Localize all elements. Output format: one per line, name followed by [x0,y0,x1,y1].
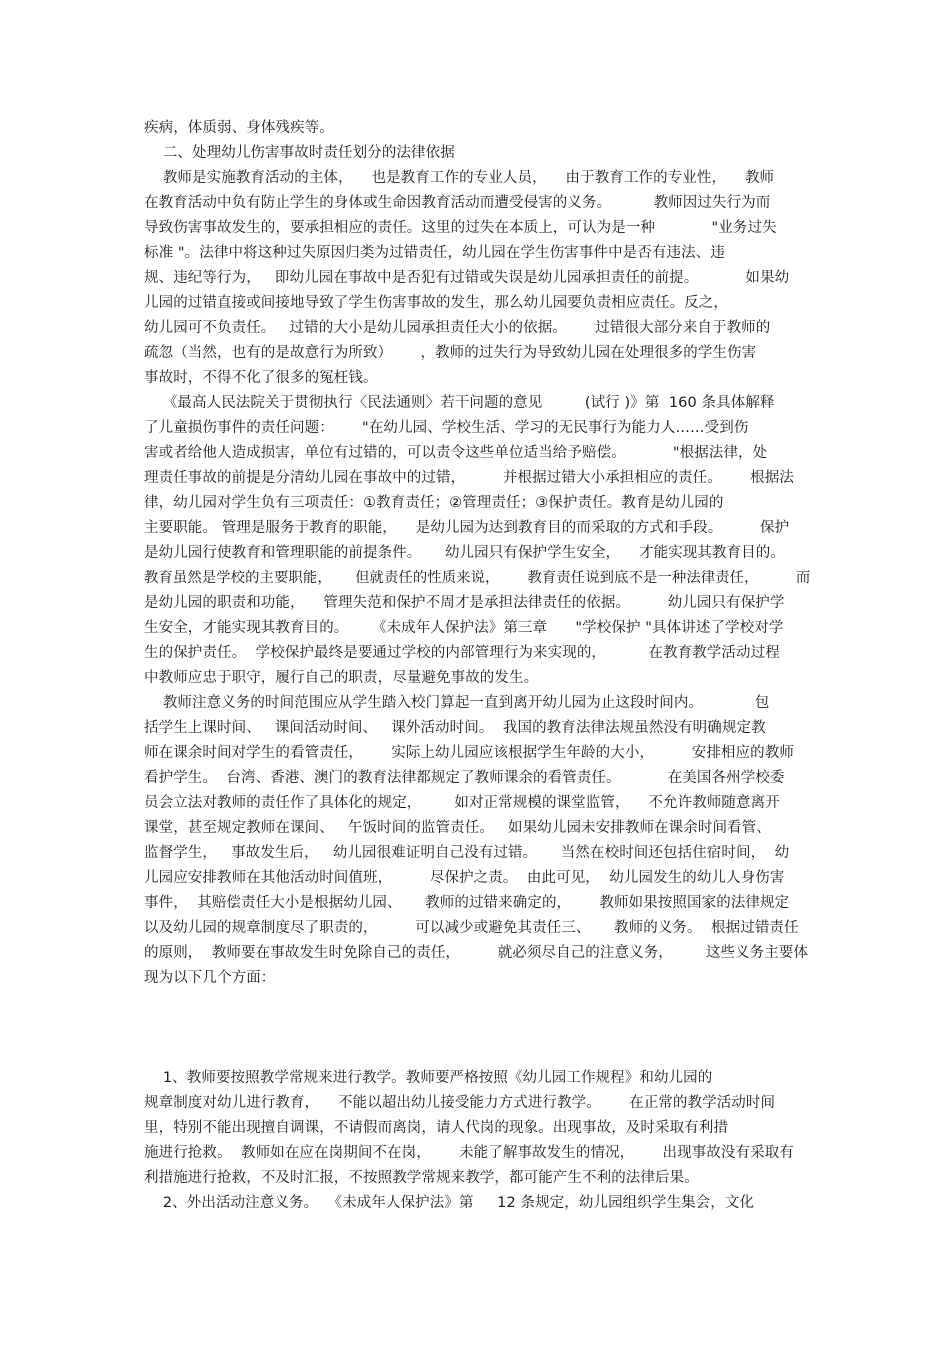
text-line: 生安全，才能实现其教育目的。 《未成年人保护法》第三章 "学校保护 "具体讲述了学校对学 [144,620,784,636]
text-line: 现为以下几个方面： [144,970,276,986]
text-line: 施进行抢救。 教师如在应在岗期间不在岗， 未能了解事故发生的情况， 出现事故没有采取有 [144,1145,794,1161]
text-line: 律，幼儿园对学生负有三项责任：①教育责任；②管理责任；③保护责任。教育是幼儿园的 [144,495,724,511]
text-line: 教师是实施教育活动的主体， 也是教育工作的专业人员， 由于教育工作的专业性， 教师 [144,170,775,186]
text-line: 看护学生。 台湾、香港、澳门的教育法律都规定了教师课余的看管责任。 在美国各州学校委 [144,770,785,786]
text-line: 利措施进行抢救，不及时汇报，不按照教学常规来教学，都可能产生不利的法律后果。 [144,1170,699,1186]
text-line: 生的保护责任。 学校保护最终是要通过学校的内部管理行为来实现的， 在教育教学活动过程 [144,645,780,661]
text-line: 里，特别不能出现擅自调课，不请假而离岗，请人代岗的现象。出现事故，及时采取有利措 [144,1120,728,1136]
text-line: 员会立法对教师的责任作了具体化的规定， 如对正常规模的课堂监管， 不允许教师随意离开 [144,795,780,811]
text-line: 监督学生， 事故发生后， 幼儿园很难证明自己没有过错。 当然在校时间还包括住宿时间， 幼 [144,845,790,861]
text-line: 教育虽然是学校的主要职能， 但就责任的性质来说， 教育责任说到底不是一种法律责任， 而 [144,570,811,586]
text-line: 事件， 其赔偿责任大小是根据幼儿园、 教师的过错来确定的， 教师如果按照国家的法律规定 [144,895,790,911]
text-line: 中教师应忠于职守，履行自己的职责，尽量避免事故的发生。 [144,670,539,686]
text-line: 2、外出活动注意义务。 《未成年人保护法》第 12 条规定，幼儿园组织学生集会，文化 [144,1195,755,1211]
text-line: 导致伤害事故发生的，要承担相应的责任。这里的过失在本质上，可认为是一种 "业务过失 [144,220,777,236]
text-line: 规、违纪等行为， 即幼儿园在事故中是否犯有过错或失误是幼儿园承担责任的前提。 如果幼 [144,270,790,286]
text-line: 疾病，体质弱、身体残疾等。 [144,120,334,136]
text-line: 事故时，不得不化了很多的冤枉钱。 [144,370,378,386]
text-line: 括学生上课时间、 课间活动时间、 课外活动时间。 我国的教育法律法规虽然没有明确规定教 [144,720,766,736]
text-line: 的原则， 教师要在事故发生时免除自己的责任， 就必须尽自己的注意义务， 这些义务主要体 [144,945,809,961]
text-line: 理责任事故的前提是分清幼儿园在事故中的过错， 并根据过错大小承担相应的责任。 根据法 [144,470,794,486]
section-heading: 二、处理幼儿伤害事故时责任划分的法律依据 [144,145,455,161]
text-line: 儿园应安排教师在其他活动时间值班， 尽保护之责。 由此可见， 幼儿园发生的幼儿人身伤害 [144,870,785,886]
text-line: 儿园的过错直接或间接地导致了学生伤害事故的发生，那么幼儿园要负责相应责任。反之， [144,295,728,311]
text-line: 了儿童损伤事件的责任问题： "在幼儿园、学校生活、学习的无民事行为能力人……受到伤 [144,420,749,436]
text-line: 以及幼儿园的规章制度尽了职责的， 可以减少或避免其责任三、 教师的义务。 根据过错责任 [144,920,799,936]
text-line: 在教育活动中负有防止学生的身体或生命因教育活动而遭受侵害的义务。 教师因过失行为而 [144,195,771,211]
text-line: 师在课余时间对学生的看管责任， 实际上幼儿园应该根据学生年龄的大小， 安排相应的教师 [144,745,794,761]
text-line: 是幼儿园的职责和功能， 管理失范和保护不周才是承担法律责任的依据。 幼儿园只有保护学 [144,595,785,611]
text-line: 主要职能。 管理是服务于教育的职能， 是幼儿园为达到教育目的而采取的方式和手段。 保护 [144,520,790,536]
text-line: 是幼儿园行使教育和管理职能的前提条件。 幼儿园只有保护学生安全， 才能实现其教育目的。 [144,545,785,561]
text-line: 规章制度对幼儿进行教育， 不能以超出幼儿接受能力方式进行教学。 在正常的教学活动时间 [144,1095,776,1111]
text-line: 教师注意义务的时间范围应从学生踏入校门算起一直到离开幼儿园为止这段时间内。 包 [144,695,770,711]
text-line: 幼儿园可不负责任。 过错的大小是幼儿园承担责任大小的依据。 过错很大部分来自于教师的 [144,320,771,336]
text-line: 课堂，甚至规定教师在课间、 午饭时间的监管责任。 如果幼儿园未安排教师在课余时间看管、 [144,820,771,836]
text-line: 疏忽（当然，也有的是故意行为所致） ，教师的过失行为导致幼儿园在处理很多的学生伤害 [144,345,757,361]
text-line: 害或者给他人造成损害，单位有过错的，可以责令这些单位适当给予赔偿。 "根据法律，处 [144,445,768,461]
text-line: 标准 "。法律中将这种过失原因归类为过错责任，幼儿园在学生伤害事件中是否有违法、违 [144,245,725,261]
text-line: 《最高人民法院关于贯彻执行〈民法通则〉若干问题的意见 (试行 )》第 160 条具体解释 [144,395,775,411]
text-line: 1、教师要按照教学常规来进行教学。教师要严格按照《幼儿园工作规程》和幼儿园的 [144,1070,713,1086]
